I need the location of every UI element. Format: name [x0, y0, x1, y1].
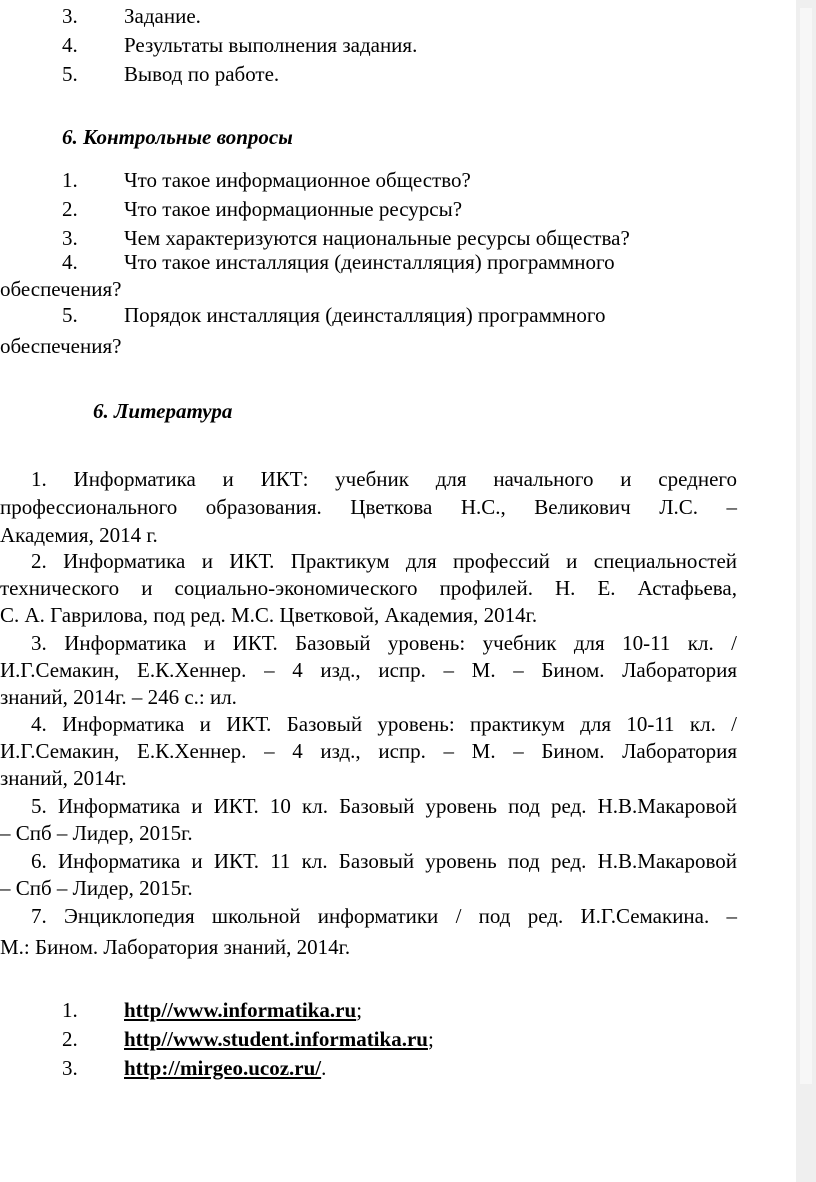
literature-item-line: 6. Информатика и ИКТ. 11 кл. Базовый уровень под ред. Н.В.Макаровой	[31, 849, 738, 873]
literature-item-line: 4. Информатика и ИКТ. Базовый уровень: практикум для 10-11 кл. /	[31, 712, 737, 736]
literature-item-line: 2. Информатика и ИКТ. Практикум для профессий и специальностей	[31, 549, 738, 573]
question-continuation: обеспечения?	[0, 277, 122, 301]
document-page: 3. Задание. 4. Результаты выполнения задания. 5. Вывод по работе. 6. Контрольные вопросы 1. Что такое информационное общество? 2. Что такое информационные ресурсы? 3. Чем характеризуются национальные ресурсы общества? 4. Что такое инсталляция (деинсталляция) программного обеспечения? 5. Порядок инсталляция (деинсталляция) программного обеспечения? 6. Литература 1. Информатика и ИКТ: учебник для начального и среднего профессионального образования. Цветкова Н.С., Великович Л.С. – Академия, 2014 г. 2. Информатика и ИКТ. Практикум для профессий и специальностей технического и социально-экономического профилей. Н. Е. Астафьева, С. А. Гаврилова, под ред. М.С. Цветковой, Академия, 2014г. 3. Информатика и ИКТ. Базовый уровень: учебник для 10-11 кл. / И.Г.Семакин, Е.К.Хеннер. – 4 изд., испр. – М. – Бином. Лаборатория знаний, 2014г. – 246 с.: ил. 4. Информатика и ИКТ. Базовый уровень: практикум для 10-11 кл. / И.Г.Семакин, Е.К.Хеннер. – 4 изд., испр. – М. – Бином. Лаборатория знаний, 2014г. 5. Информатика и ИКТ. 10 кл. Базовый уровень под ред. Н.В.Макаровой – Спб – Лидер, 2015г. 6. Информатика и ИКТ. 11 кл. Базовый уровень под ред. Н.В.Макаровой – Спб – Лидер, 2015г. 7. Энциклопедия школьной информатики / под ред. И.Г.Семакина. – М.: Бином. Лаборатория знаний, 2014г. 1. http//www.informatika.ru; 2. http//www.student.informatika.ru; 3. http://mirgeo.ucoz.ru/.	[0, 4, 738, 1080]
mirgeo-link[interactable]: http://mirgeo.ucoz.ru/	[124, 1056, 322, 1080]
literature-item-line: И.Г.Семакин, Е.К.Хеннер. – 4 изд., испр. – М. – Бином. Лаборатория	[0, 739, 737, 763]
literature-item-line: 7. Энциклопедия школьной информатики / под ред. И.Г.Семакина. –	[31, 904, 738, 928]
page-edge-strip	[796, 0, 816, 1182]
literature-item-line: 1. Информатика и ИКТ: учебник для начального и среднего	[31, 467, 737, 491]
literature-item-line: знаний, 2014г. – 246 с.: ил.	[0, 685, 237, 709]
literature-item-line: профессионального образования. Цветкова Н.С., Великович Л.С. –	[0, 495, 737, 519]
literature-item-line: – Спб – Лидер, 2015г.	[0, 876, 193, 900]
questions-heading: 6. Контрольные вопросы	[62, 125, 293, 149]
literature-item-line: технического и социально-экономического профилей. Н. Е. Астафьева,	[0, 576, 737, 600]
scrollbar-track[interactable]	[800, 8, 812, 1084]
literature-item-line: – Спб – Лидер, 2015г.	[0, 821, 193, 845]
literature-item-line: знаний, 2014г.	[0, 766, 127, 790]
literature-item-line: М.: Бином. Лаборатория знаний, 2014г.	[0, 935, 351, 959]
student-informatika-link[interactable]: http//www.student.informatika.ru	[124, 1027, 428, 1051]
informatika-link[interactable]: http//www.informatika.ru	[124, 998, 357, 1022]
question-continuation: обеспечения?	[0, 334, 122, 358]
literature-item-line: И.Г.Семакин, Е.К.Хеннер. – 4 изд., испр. – М. – Бином. Лаборатория	[0, 658, 737, 682]
literature-item-line: 5. Информатика и ИКТ. 10 кл. Базовый уровень под ред. Н.В.Макаровой	[31, 794, 738, 818]
literature-item-line: Академия, 2014 г.	[0, 523, 158, 547]
literature-heading: 6. Литература	[93, 399, 233, 423]
literature-item-line: С. А. Гаврилова, под ред. М.С. Цветковой, Академия, 2014г.	[0, 603, 538, 627]
literature-item-line: 3. Информатика и ИКТ. Базовый уровень: учебник для 10-11 кл. /	[31, 631, 737, 655]
